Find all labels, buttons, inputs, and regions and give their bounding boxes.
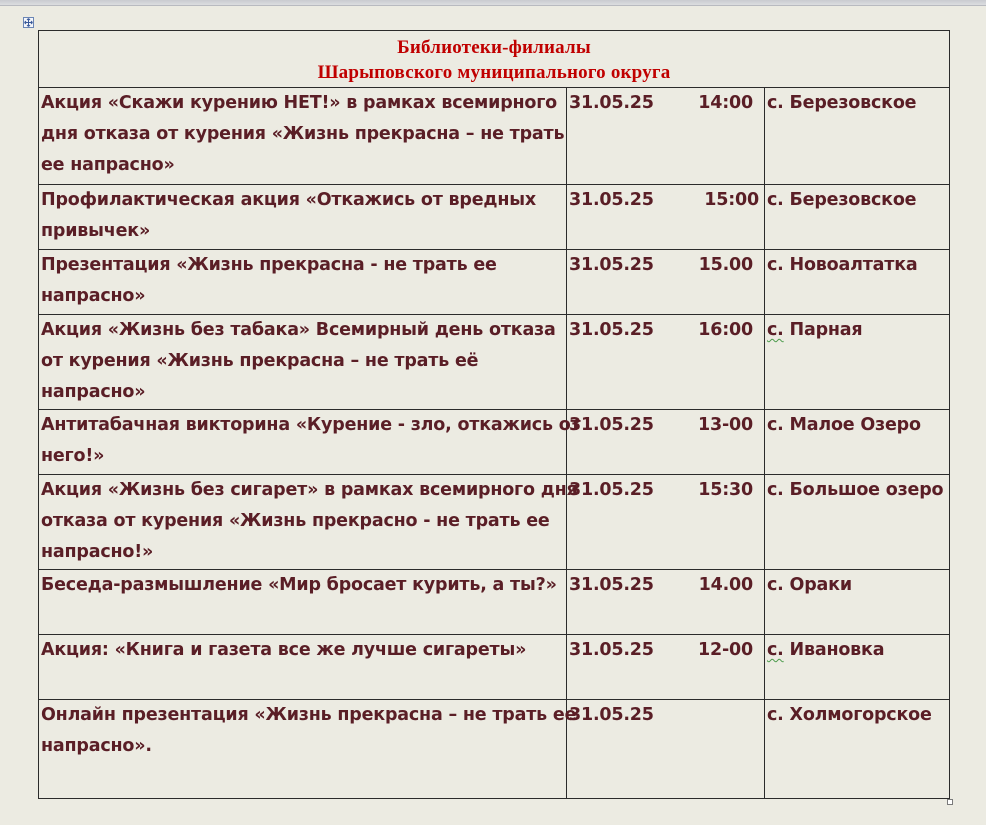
event-time: 12-00 (698, 640, 753, 660)
event-title-line: Акция: «Книга и газета все же лучше сигареты» (41, 640, 527, 660)
event-place-cell[interactable] (765, 635, 950, 700)
event-datetime-cell[interactable] (567, 410, 765, 475)
place-name: Большое озеро (789, 480, 944, 500)
table-header-cell[interactable] (39, 31, 950, 88)
place-name: Березовское (789, 190, 917, 210)
event-datetime-cell[interactable] (567, 635, 765, 700)
place-prefix: с. (767, 415, 784, 435)
table-row (39, 410, 950, 475)
event-place-cell[interactable] (765, 410, 950, 475)
event-date: 31.05.25 (569, 320, 654, 340)
event-title-line: ее напрасно» (41, 155, 175, 175)
place-name: Ивановка (789, 640, 885, 660)
event-title-cell[interactable] (39, 635, 567, 700)
event-date: 31.05.25 (569, 640, 654, 660)
table-row (39, 570, 950, 635)
header-title-line1: Библиотеки-филиалы (397, 37, 591, 58)
event-title-cell[interactable] (39, 570, 567, 635)
event-time: 15.00 (698, 255, 753, 275)
event-title-line: Беседа-размышление «Мир бросает курить, а ты?» (41, 575, 557, 595)
event-date: 31.05.25 (569, 190, 654, 210)
table-row (39, 185, 950, 250)
event-title-line: него!» (41, 446, 105, 466)
event-title-line: Акция «Жизнь без сигарет» в рамках всемирного дня (41, 480, 578, 500)
event-place-cell[interactable] (765, 700, 950, 799)
event-title-cell[interactable] (39, 250, 567, 315)
event-datetime-cell[interactable] (567, 250, 765, 315)
event-datetime-cell[interactable] (567, 475, 765, 570)
event-date: 31.05.25 (569, 255, 654, 275)
event-date: 31.05.25 (569, 93, 654, 113)
event-title-line: отказа от курения «Жизнь прекрасно - не трать ее (41, 511, 550, 531)
event-place-cell[interactable] (765, 475, 950, 570)
event-title-line: Акция «Жизнь без табака» Всемирный день отказа (41, 320, 556, 340)
event-title-line: Акция «Скажи курению НЕТ!» в рамках всемирного (41, 93, 558, 113)
event-time: 15:00 (704, 190, 759, 210)
event-place-cell[interactable] (765, 570, 950, 635)
event-time: 14.00 (698, 575, 753, 595)
event-title-cell[interactable] (39, 410, 581, 475)
event-datetime-cell[interactable] (567, 315, 765, 410)
table-row (39, 475, 950, 570)
table-row (39, 315, 950, 410)
event-time: 15:30 (698, 480, 753, 500)
event-date: 31.05.25 (569, 705, 654, 725)
event-title-line: напрасно». (41, 736, 152, 756)
event-title-cell[interactable] (39, 88, 567, 185)
event-title-cell[interactable] (39, 475, 578, 570)
events-table (38, 30, 950, 799)
place-prefix: с. (767, 575, 784, 595)
event-title-line: напрасно» (41, 286, 146, 306)
event-time: 16:00 (698, 320, 753, 340)
event-datetime-cell[interactable] (567, 185, 765, 250)
place-name: Парная (789, 320, 863, 340)
place-prefix: с. (767, 255, 784, 275)
event-title-cell[interactable] (39, 185, 567, 250)
place-name: Холмогорское (789, 705, 932, 725)
window-top-edge (0, 0, 986, 6)
event-title-line: Антитабачная викторина «Курение - зло, откажись от (41, 415, 581, 435)
event-title-line: привычек» (41, 221, 151, 241)
table-move-handle-icon[interactable] (23, 17, 34, 28)
event-title-line: дня отказа от курения «Жизнь прекрасна – не трать (41, 124, 565, 144)
place-prefix: с. (767, 705, 784, 725)
place-prefix: с. (767, 320, 784, 340)
event-title-line: Онлайн презентация «Жизнь прекрасна – не трать ее (41, 705, 577, 725)
header-title-line2: Шарыповского муниципального округа (317, 62, 671, 83)
event-date: 31.05.25 (569, 480, 654, 500)
event-time: 13-00 (698, 415, 753, 435)
table-row (39, 635, 950, 700)
event-title-line: Презентация «Жизнь прекрасна - не трать ее (41, 255, 497, 275)
place-name: Малое Озеро (789, 415, 921, 435)
event-datetime-cell[interactable] (567, 700, 765, 799)
event-datetime-cell[interactable] (567, 88, 765, 185)
event-place-cell[interactable] (765, 250, 950, 315)
table-row (39, 88, 950, 185)
place-prefix: с. (767, 93, 784, 113)
event-place-cell[interactable] (765, 185, 950, 250)
table-row (39, 700, 950, 799)
event-date: 31.05.25 (569, 575, 654, 595)
event-title-cell[interactable] (39, 700, 577, 799)
event-title-line: напрасно» (41, 382, 146, 402)
event-datetime-cell[interactable] (567, 570, 765, 635)
event-title-line: Профилактическая акция «Откажись от вредных (41, 190, 536, 210)
event-place-cell[interactable] (765, 315, 950, 410)
event-place-cell[interactable] (765, 88, 950, 185)
table-header-row (39, 31, 950, 88)
place-name: Ораки (789, 575, 852, 595)
place-name: Березовское (789, 93, 917, 113)
table-resize-handle-icon[interactable] (947, 799, 953, 805)
place-prefix: с. (767, 480, 784, 500)
event-title-cell[interactable] (39, 315, 567, 410)
event-title-line: напрасно!» (41, 542, 154, 562)
event-date: 31.05.25 (569, 415, 654, 435)
event-title-line: от курения «Жизнь прекрасна – не трать её (41, 351, 479, 371)
place-name: Новоалтатка (789, 255, 918, 275)
place-prefix: с. (767, 190, 784, 210)
event-time: 14:00 (698, 93, 753, 113)
table-row (39, 250, 950, 315)
place-prefix: с. (767, 640, 784, 660)
